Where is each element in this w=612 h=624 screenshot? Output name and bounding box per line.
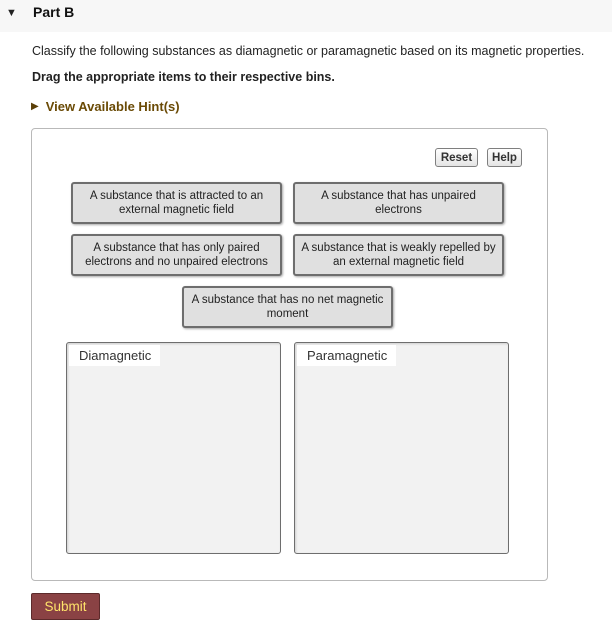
help-button[interactable]: Help	[487, 148, 522, 167]
bin-paramagnetic[interactable]	[294, 342, 509, 554]
bin-diamagnetic[interactable]	[66, 342, 281, 554]
submit-button[interactable]: Submit	[31, 593, 100, 620]
bin-label-paramagnetic: Paramagnetic	[297, 345, 396, 366]
caret-down-icon[interactable]: ▼	[6, 7, 17, 19]
draggable-item-attracted[interactable]: A substance that is attracted to an external magnetic field	[71, 182, 282, 224]
instruction-text: Classify the following substances as diamagnetic or paramagnetic based on its magnetic properties.	[32, 44, 585, 58]
view-hints-link[interactable]	[31, 99, 180, 114]
caret-right-icon: ▶	[31, 101, 39, 112]
drag-drop-workspace	[31, 128, 548, 581]
draggable-item-repelled[interactable]: A substance that is weakly repelled by an external magnetic field	[293, 234, 504, 276]
hint-label: View Available Hint(s)	[45, 99, 180, 114]
part-title: Part B	[33, 4, 75, 20]
reset-button[interactable]: Reset	[435, 148, 478, 167]
draggable-item-no-net-moment[interactable]: A substance that has no net magnetic moment	[182, 286, 393, 328]
part-header[interactable]	[0, 0, 612, 32]
draggable-item-paired[interactable]: A substance that has only paired electrons and no unpaired electrons	[71, 234, 282, 276]
bin-label-diamagnetic: Diamagnetic	[69, 345, 160, 366]
draggable-item-unpaired[interactable]: A substance that has unpaired electrons	[293, 182, 504, 224]
instruction-drag-text: Drag the appropriate items to their respective bins.	[32, 70, 335, 84]
